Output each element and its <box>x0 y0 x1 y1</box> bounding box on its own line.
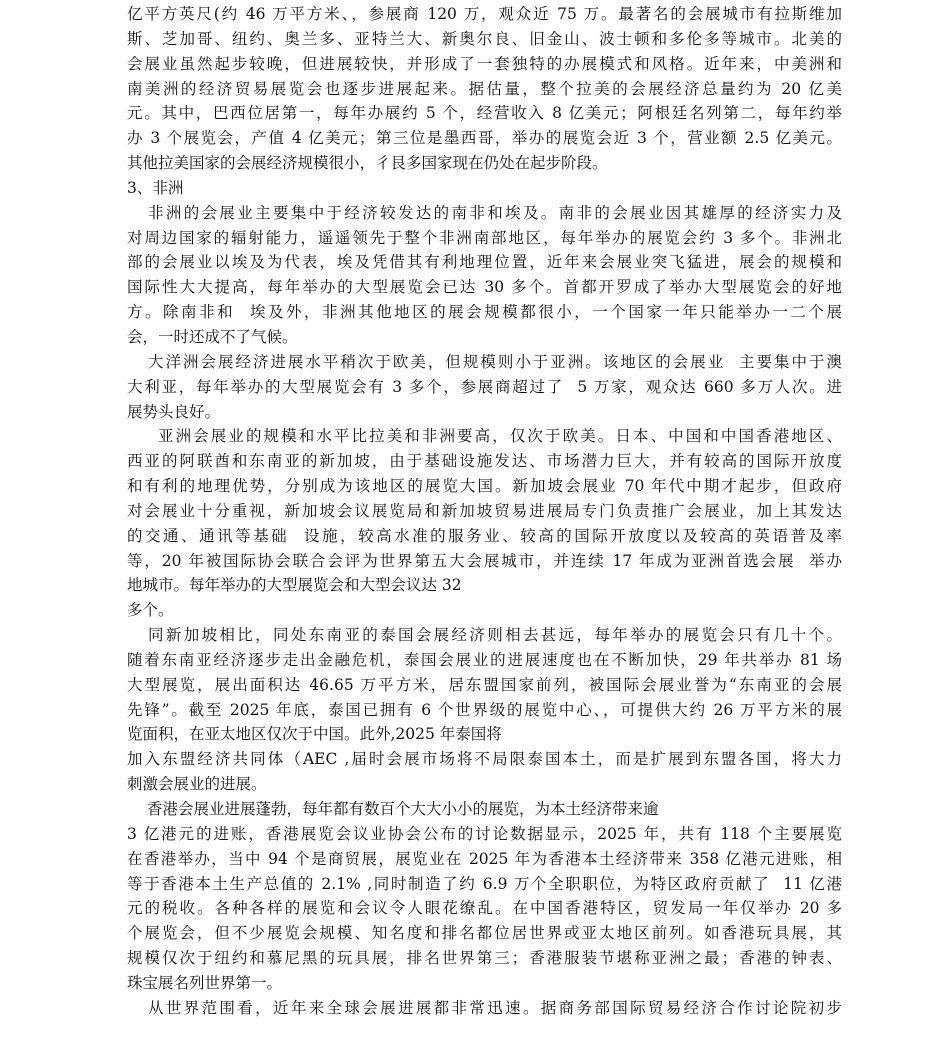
text-line: 从世界范围看，近年来全球会展进展都非常迅速。据商务部国际贸易经济合作讨论院初步 <box>148 998 842 1017</box>
section-heading-africa: 3、非洲 <box>127 178 184 197</box>
text-line: 随着东南亚经济逐步走出金融危机，泰国会展业的进展速度也在不断加快，29 年共举办 81 场 <box>127 650 842 669</box>
text-line: 刺激会展业的进展。 <box>127 775 267 794</box>
text-line: 办 3 个展览会，产值 4 亿美元；第三位是墨西哥，举办的展览会近 3 个，营业额 2.5 亿美元。 <box>127 129 842 148</box>
text-line: 亚洲会展业的规模和水平比拉美和非洲要高，仅次于欧美。日本、中国和中国香港地区、 <box>158 427 842 446</box>
text-line: 大利亚，每年举办的大型展览会有 3 多个，参展商超过了 5 万家，观众达 660 多万人次。进 <box>127 377 842 396</box>
text-line: 3 亿港元的进账，香港展览会议业协会公布的讨论数据显示，2025 年，共有 118 个主要展览 <box>127 824 842 843</box>
text-line: 展势头良好。 <box>127 402 221 421</box>
text-line: 元的税收。各种各样的展览和会议令人眼花缭乱。在中国香港特区，贸发局一年仅举办 20 多 <box>127 899 842 918</box>
text-line: 国际性大大提高，每年举办的大型展览会已达 30 多个。首都开罗成了举办大型展览会的好地 <box>127 278 842 297</box>
text-line: 亿平方英尺(约 46 万平方米、，参展商 120 万，观众近 75 万。最著名的会展城市有拉斯维加 <box>127 5 842 23</box>
text-line: 会，一时还成不了气候。 <box>127 327 298 346</box>
text-line: 元。其中，巴西位居第一，每年办展约 5 个，经营收入 8 亿美元；阿根廷名列第二，每年约举 <box>127 104 842 123</box>
text-line: 大型展览，展出面积达 46.65 万平方米，居东盟国家前列，被国际会展业誉为“东南亚的会展 <box>127 675 842 694</box>
text-line: 方。除南非和 埃及外，非洲其他地区的展会规模都很小，一个国家一年只能举办一二个展 <box>127 303 842 322</box>
text-line: 部的会展业以埃及为代表，埃及凭借其有利地理位置，近年来会展业突飞猛进，展会的规模和 <box>127 253 842 272</box>
text-line: 其他拉美国家的会展经济规模很小，彳艮多国家现在仍处在起步阶段。 <box>127 154 608 173</box>
text-line: 个展览会，但不少展览会规模、知名度和排名都位居世界或亚太地区前列。如香港玩具展，其 <box>127 924 842 943</box>
text-line: 会展业虽然起步较晚，但进展较快，并形成了一套独特的办展模式和风格。近年来，中美洲和 <box>127 54 842 73</box>
text-line: 对会展业十分重视，新加坡会议展览局和新加坡贸易进展局专门负责推广会展业，加上其发达 <box>127 501 842 520</box>
text-line: 西亚的阿联酋和东南亚的新加坡，由于基础设施发达、市场潜力巨大，并有较高的国际开放度 <box>127 452 842 471</box>
text-line: 香港会展业进展蓬勃，每年都有数百个大大小小的展览，为本土经济带来逾 <box>147 800 659 818</box>
text-line: 规模仅次于纽约和慕尼黑的玩具展，排名世界第三；香港服装节堪称亚洲之最；香港的钟表、 <box>127 949 842 968</box>
text-line: 非洲的会展业主要集中于经济较发达的南非和埃及。南非的会展业因其雄厚的经济实力及 <box>148 203 842 222</box>
text-line: 多个。 <box>127 601 174 620</box>
text-line: 珠宝展名列世界第一。 <box>127 973 283 992</box>
text-line: 南美洲的经济贸易展览会也逐步进展起来。据估量，整个拉美的会展经济总量约为 20 亿美 <box>127 79 842 98</box>
text-line: 斯、芝加哥、纽约、奥兰多、亚特兰大、新奥尔良、旧金山、波士顿和多伦多等城市。北美的 <box>127 29 842 48</box>
text-line: 等，20 年被国际协会联合会评为世界第五大会展城市，并连续 17 年成为亚洲首选会展 举办 <box>127 551 842 570</box>
text-line: 等于香港本土生产总值的 2.1% ,同时制造了约 6.9 万个全职职位，为特区政府贡献了 11 亿港 <box>127 874 842 893</box>
text-line: 的交通、通讯等基础 设施，较高水准的服务业、较高的国际开放度以及较高的英语普及率 <box>127 526 842 545</box>
text-line: 和有利的地理优势，分别成为该地区的展览大国。新加坡会展业 70 年代中期才起步，但政府 <box>127 477 842 496</box>
text-line: 地城市。每年举办的大型展览会和大型会议达 32 <box>127 576 462 595</box>
text-line: 加入东盟经济共同体（AEC ,届时会展市场将不局限泰国本土，而是扩展到东盟各国，将大力 <box>127 750 842 769</box>
text-line: 在香港举办，当中 94 个是商贸展，展览业在 2025 年为香港本土经济带来 358 亿港元进账，相 <box>127 849 842 868</box>
text-line: 对周边国家的辐射能力，遥遥领先于整个非洲南部地区，每年举办的展览会约 3 多个。非洲北 <box>127 228 842 247</box>
text-line: 览面积，在亚太地区仅次于中国。此外,2025 年泰国将 <box>127 725 502 744</box>
document-page <box>127 2 842 1021</box>
text-line: 同新加坡相比，同处东南亚的泰国会展经济则相去甚远，每年举办的展览会只有几十个。 <box>148 626 842 645</box>
text-line: 大洋洲会展经济进展水平稍次于欧美，但规模则小于亚洲。该地区的会展业 主要集中于澳 <box>148 352 842 371</box>
text-line: 先锋”。截至 2025 年底，泰国已拥有 6 个世界级的展览中心、，可提供大约 26 万平方米的展 <box>127 700 842 719</box>
